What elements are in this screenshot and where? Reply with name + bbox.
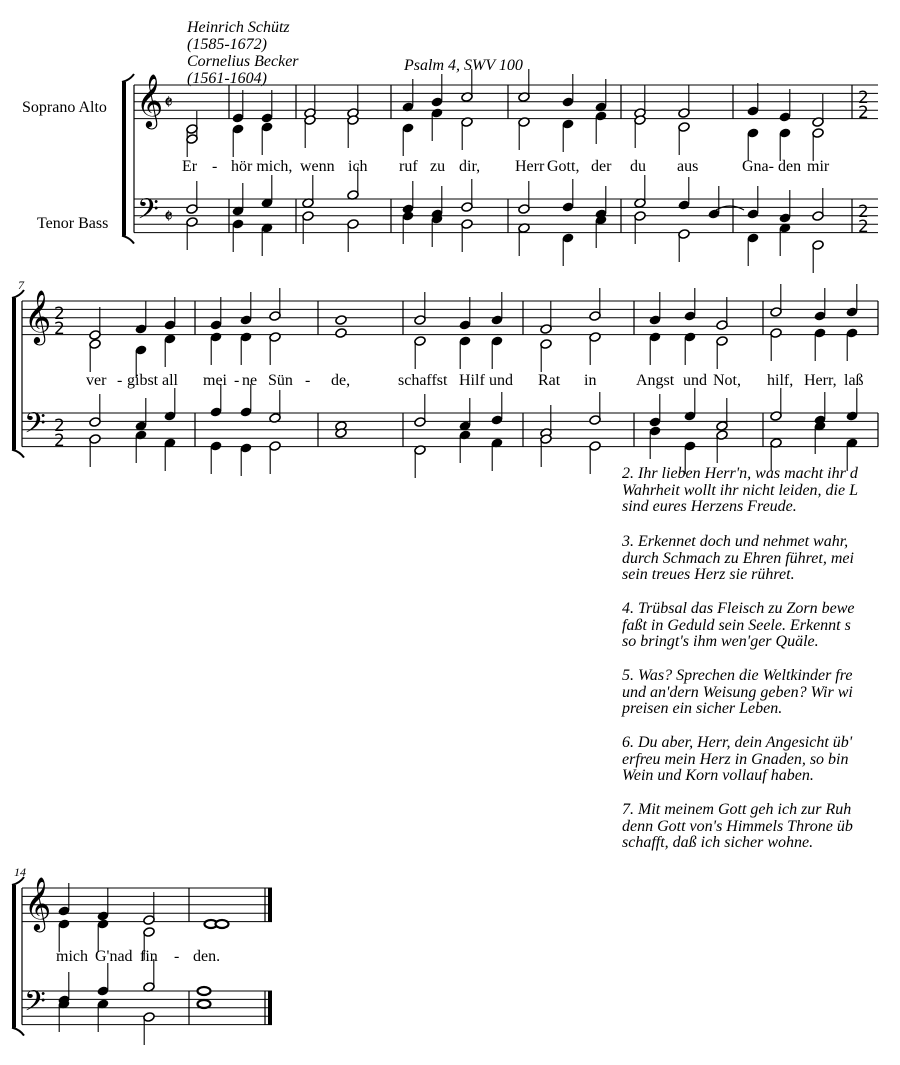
verse-line: 4. Trübsal das Fleisch zu Zorn bewe xyxy=(622,600,855,617)
lyric-hyphen: - xyxy=(174,948,180,965)
lyric-syllable: dir, xyxy=(459,158,481,175)
verse-line: Wahrheit wollt ihr nicht leiden, die L xyxy=(622,481,858,499)
time-signature-icon: 2 xyxy=(858,217,869,237)
system-bracket xyxy=(122,236,134,244)
lyric-syllable: Herr, xyxy=(804,372,837,389)
system-bracket xyxy=(12,877,24,885)
lyric-syllable: aus xyxy=(677,158,699,175)
lyric-syllable: ruf xyxy=(399,158,418,175)
lyric-hyphen: - xyxy=(117,372,123,389)
whole-note xyxy=(216,920,229,928)
time-signature-icon: 2 xyxy=(858,103,869,123)
lyric-syllable: Rat xyxy=(538,372,561,389)
lyric-syllable: den xyxy=(778,158,802,175)
lyric-syllable: der xyxy=(591,158,612,175)
time-signature-icon: 2 xyxy=(858,88,869,108)
part-name-soprano-alto: Soprano Alto xyxy=(22,99,107,116)
piece-title: Psalm 4, SWV 100 xyxy=(404,57,523,74)
bass-clef-icon: 𝄢 xyxy=(137,193,159,233)
lyric-syllable: Hilf xyxy=(459,372,485,389)
lyric-syllable: schaffst xyxy=(398,372,448,389)
lyric-syllable: G'nad xyxy=(95,948,133,965)
verse-line: denn Gott von's Himmels Throne üb xyxy=(622,817,853,835)
lyric-syllable: Herr xyxy=(515,158,545,175)
lyric-syllable: in xyxy=(584,372,597,389)
verse-line: 3. Erkennet doch und nehmet wahr, xyxy=(622,533,849,550)
credit-line: (1585-1672) xyxy=(187,36,267,53)
credit-line: (1561-1604) xyxy=(187,70,267,87)
final-barline xyxy=(268,991,272,1025)
lyric-syllable: Gna- xyxy=(742,158,774,175)
system-bracket xyxy=(12,1028,24,1036)
time-signature-icon: 2 xyxy=(54,431,65,451)
lyric-syllable: den. xyxy=(193,948,221,965)
verse-line: schafft, daß ich sicher wohne. xyxy=(622,834,814,851)
verse-line: so bringt's ihm wen'ger Quäle. xyxy=(622,633,819,650)
lyric-syllable: ne xyxy=(242,372,258,389)
credit-line: Cornelius Becker xyxy=(187,53,299,70)
system-bracket xyxy=(12,290,24,298)
system-bracket xyxy=(122,74,134,82)
verse-line: 6. Du aber, Herr, dein Angesicht üb' xyxy=(622,734,853,751)
treble-clef-icon: 𝄞 xyxy=(24,289,52,343)
lyric-syllable: und xyxy=(489,372,513,389)
lyric-syllable: mich xyxy=(56,948,88,965)
lyric-syllable: Er xyxy=(182,158,198,175)
time-signature-icon: 2 xyxy=(54,304,65,324)
whole-note xyxy=(198,1000,211,1008)
verse-line: erfreu mein Herz in Gnaden, so bin xyxy=(622,750,849,768)
lyric-syllable: fin xyxy=(140,948,158,965)
lyric-syllable: gibst xyxy=(127,372,159,389)
treble-clef-icon: 𝄞 xyxy=(24,876,52,930)
verse-line: 5. Was? Sprechen die Weltkinder fre xyxy=(622,667,853,684)
lyric-syllable: mir xyxy=(807,158,830,175)
measure-number: 14 xyxy=(14,865,26,879)
notehead xyxy=(335,315,347,326)
verse-line: Wein und Korn vollauf haben. xyxy=(622,767,814,784)
verse-line: 7. Mit meinem Gott geh ich zur Ruh xyxy=(622,801,852,818)
tie xyxy=(716,206,744,210)
notehead xyxy=(335,328,347,339)
lyric-syllable: hör mich, xyxy=(231,158,293,175)
lyric-hyphen: - xyxy=(234,372,240,389)
verse-line: sind eures Herzens Freude. xyxy=(622,498,797,515)
lyric-syllable: mei xyxy=(203,372,227,389)
lyric-syllable: und xyxy=(683,372,707,389)
part-name-tenor-bass: Tenor Bass xyxy=(37,215,109,232)
verse-line: durch Schmach zu Ehren führet, mei xyxy=(622,549,854,567)
measure-number: 7 xyxy=(18,278,24,292)
verse-line: faßt in Geduld sein Seele. Erkennt s xyxy=(622,616,851,634)
lyric-syllable: Not, xyxy=(713,372,741,389)
lyric-syllable: all xyxy=(162,372,178,389)
final-barline xyxy=(268,888,272,922)
time-signature-icon: 2 xyxy=(54,416,65,436)
lyric-syllable: ich xyxy=(348,158,368,175)
system-bracket xyxy=(12,450,24,458)
lyric-syllable: du xyxy=(630,158,646,175)
lyric-hyphen: - xyxy=(212,158,218,175)
lyric-syllable: wenn xyxy=(300,158,335,175)
time-signature-icon: 2 xyxy=(858,202,869,222)
whole-note xyxy=(198,987,211,995)
lyric-syllable: Sün xyxy=(268,372,293,389)
system-bracket xyxy=(122,82,126,236)
lyric-syllable: de, xyxy=(331,372,351,389)
common-time-icon: 𝄵 xyxy=(164,90,173,114)
lyric-hyphen: - xyxy=(305,372,311,389)
lyric-syllable: hilf, xyxy=(767,372,794,389)
verse-line: preisen ein sicher Leben. xyxy=(622,700,783,717)
system-bracket xyxy=(12,298,16,450)
time-signature-icon: 2 xyxy=(54,319,65,339)
treble-clef-icon: 𝄞 xyxy=(136,73,164,127)
verse-line: und an'dern Weisung geben? Wir wi xyxy=(622,683,853,701)
lyric-syllable: zu xyxy=(430,158,446,175)
lyric-syllable: ver xyxy=(86,372,107,389)
lyric-syllable: laß xyxy=(844,372,864,389)
verse-line: sein treues Herz sie rühret. xyxy=(622,566,795,583)
system-bracket xyxy=(12,885,16,1028)
lyric-syllable: Angst xyxy=(636,372,675,389)
lyric-syllable: Gott, xyxy=(547,158,580,175)
bass-clef-icon: 𝄢 xyxy=(24,407,46,447)
credit-line: Heinrich Schütz xyxy=(187,19,290,36)
common-time-icon: 𝄵 xyxy=(164,204,173,228)
verse-line: 2. Ihr lieben Herr'n, was macht ihr d xyxy=(622,465,858,482)
bass-clef-icon: 𝄢 xyxy=(24,985,46,1025)
